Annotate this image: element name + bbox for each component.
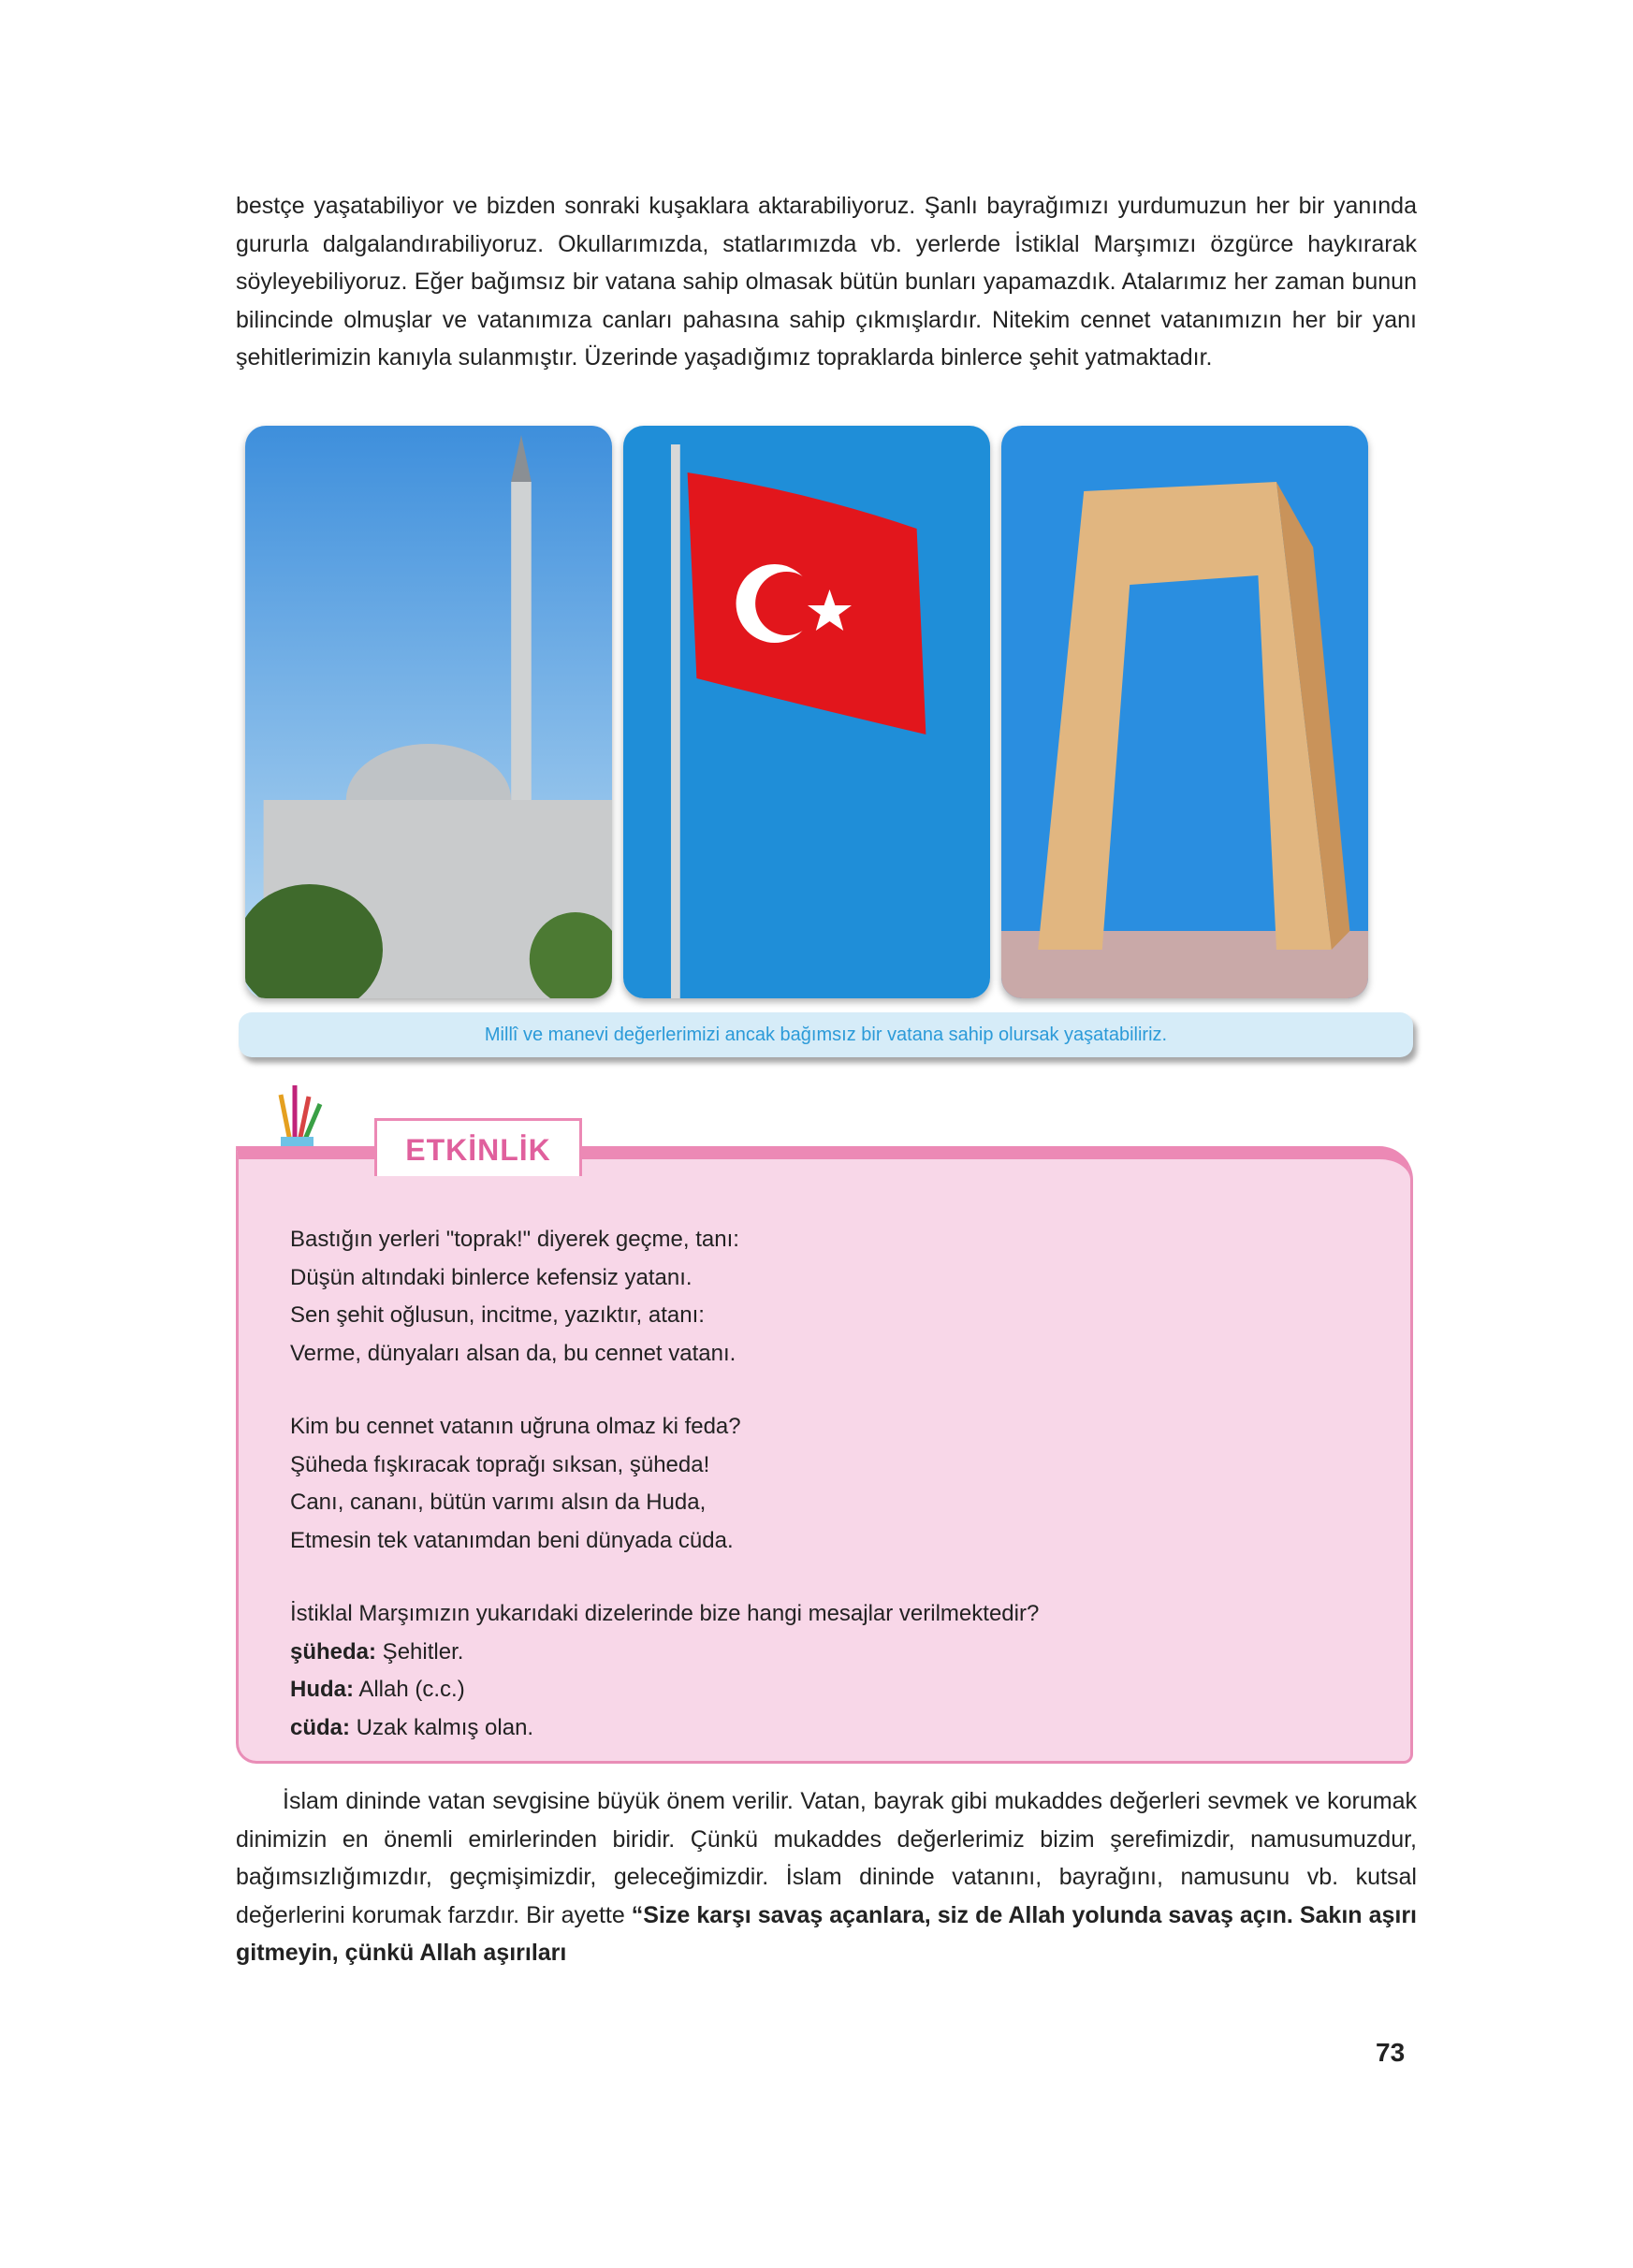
glossary-term: cüda: [290, 1714, 351, 1740]
paragraph-text: bestçe yaşatabiliyor ve bizden sonraki kuşaklara aktarabiliyoruz. Şanlı bayrağımızı yurdumuzun her bir yanında gururla dalgalandırabiliyoruz. Okullarımızda, statlarımızda vb. yerlerde İstiklal Marşımızı özgürce haykırarak söyleyebiliyoruz. Eğer bağımsız bir vatana sahip olmasak bütün bunları yapamazdık. Atalarımız her zaman bunun bilincinde olmuşlar ve vatanımıza canları pahasına sahip çıkmışlardır. Nitekim cennet vatanımızın her bir yanı şehitlerimizin kanıyla sulanmıştır. Üzerinde yaşadığımız topraklarda binlerce şehit yatmaktadır. [236, 193, 1417, 371]
poem-line: Kim bu cennet vatanın uğruna olmaz ki feda? [290, 1414, 741, 1439]
paragraph-regular: İslam dininde vatan sevgisine büyük önem verilir. Vatan, bayrak gibi mukaddes değerleri sevmek ve korumak dinimizin en önemli emirlerinden biridir. Çünkü mukaddes değerlerimiz bizim şerefimizdir, namusumuzdur, bağımsızlığımızdır, geçmişimizdir, geleceğimizdir. İslam dininde vatanını, bayrağını, namusunu vb. kutsal değerlerini korumak farzdır. Bir ayette [236, 1788, 1417, 1928]
glossary-item [290, 1671, 1366, 1709]
page-number: 73 [1376, 2038, 1406, 2067]
activity-question: İstiklal Marşımızın yukarıdaki dizelerinde bize hangi mesajlar verilmektedir? [290, 1601, 1040, 1626]
glossary-def: Şehitler. [376, 1638, 464, 1665]
poem-line: Düşün altındaki binlerce kefensiz yatanı. [290, 1264, 693, 1290]
activity-title: ETKİNLİK [374, 1118, 582, 1176]
mosque-photo [245, 426, 612, 998]
photo-row [245, 426, 1368, 998]
poem-line: Bastığın yerleri "toprak!" diyerek geçme, tanı: [290, 1227, 739, 1252]
verse-quote: “Size karşı savaş açanlara, siz de Allah yolunda savaş açın. Sakın aşırı gitmeyin, çünkü Allah aşırıları [236, 1901, 1418, 1966]
glossary-term: Huda: [290, 1677, 354, 1702]
glossary-item [290, 1709, 1366, 1748]
photo-caption: Millî ve manevi değerlerimizi ancak bağımsız bir vatana sahip olursak yaşatabiliriz. [239, 1012, 1413, 1057]
glossary-item [290, 1634, 1366, 1672]
bottom-paragraph [236, 1782, 1417, 1972]
paragraph-text [236, 1782, 1417, 1972]
poem-line: Canı, cananı, bütün varımı alsın da Huda, [290, 1490, 707, 1515]
activity-content [290, 1221, 1366, 1747]
glossary-term: şüheda: [290, 1638, 377, 1665]
glossary-def: Uzak kalmış olan. [350, 1714, 534, 1740]
glossary-def: Allah (c.c.) [354, 1677, 465, 1702]
poem-line: Verme, dünyaları alsan da, bu cennet vatanı. [290, 1340, 736, 1366]
poem-line: Etmesin tek vatanımdan beni dünyada cüda. [290, 1527, 734, 1553]
canakkale-monument-photo [1001, 426, 1368, 998]
turkish-flag-photo [623, 426, 990, 998]
poem-line: Sen şehit oğlusun, incitme, yazıktır, atanı: [290, 1302, 705, 1328]
poem-line: Şüheda fışkıracak toprağı sıksan, şüheda! [290, 1451, 710, 1477]
top-paragraph [236, 187, 1417, 377]
